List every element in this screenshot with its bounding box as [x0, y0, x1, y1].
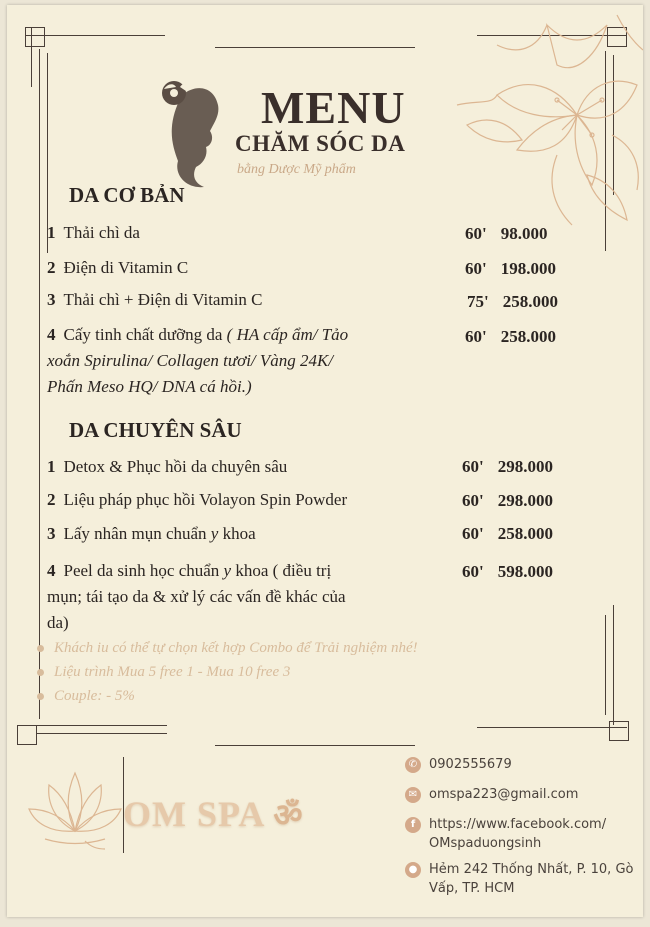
frame-line-bottom-left [17, 725, 167, 726]
lotus-icon [25, 761, 125, 851]
item-number: 2 [47, 258, 56, 277]
item-number: 1 [47, 457, 56, 476]
frame-line-top-center [215, 47, 415, 48]
item-name: Điện di Vitamin C [63, 258, 189, 277]
list-item [47, 255, 188, 281]
phone-icon: ✆ [405, 757, 421, 773]
frame-line-bottom-center [215, 745, 415, 746]
item-detail-line3: Phấn Meso HQ/ DNA cá hồi.) [47, 377, 252, 396]
item-line2: mụn; tái tạo da & xử lý các vấn đề khác của [47, 587, 346, 606]
menu-tagline: bằng Dược Mỹ phẩm [237, 162, 356, 177]
menu-subtitle: CHĂM SÓC DA [235, 131, 406, 156]
item-name-end: khoa [222, 524, 256, 543]
lily-flower-decoration [437, 5, 643, 255]
item-number: 2 [47, 490, 56, 509]
frame-line-left [39, 49, 40, 719]
section-title-basic: DA CƠ BẢN [69, 183, 185, 207]
item-name: Detox & Phục hồi da chuyên sâu [63, 457, 288, 476]
item-price: 60' 98.000 [465, 224, 548, 243]
frame-line-top-left [25, 35, 165, 36]
frame-line-right-bottom [613, 605, 614, 725]
frame-corner-top-left [25, 27, 45, 47]
item-name-italic: y [210, 524, 219, 543]
item-name: Liệu pháp phục hồi Volayon Spin Powder [63, 490, 348, 509]
note-couple: Couple: - 5% [37, 688, 135, 705]
item-number: 1 [47, 223, 56, 242]
item-price: 60' 598.000 [462, 562, 553, 581]
facebook-icon: f [405, 817, 421, 833]
woman-profile-logo-icon [152, 75, 232, 190]
list-item [47, 454, 287, 480]
list-item [47, 322, 447, 400]
item-name-italic: y [223, 561, 232, 580]
list-item [47, 558, 427, 636]
note-combo: Khách iu có thể tự chọn kết hợp Combo để Trải nghiệm nhé! [37, 640, 418, 657]
item-price: 60' 298.000 [462, 457, 553, 476]
bullet-dot-icon [37, 693, 44, 700]
section-title-advanced: DA CHUYÊN SÂU [69, 418, 242, 442]
bullet-dot-icon [37, 669, 44, 676]
brand-name: OM SPA ॐ [123, 794, 304, 834]
item-price: 75' 258.000 [467, 292, 558, 311]
list-item [47, 287, 263, 313]
item-price: 60' 258.000 [462, 524, 553, 543]
frame-corner-bottom-right [609, 721, 629, 741]
frame-corner-bottom-left [17, 725, 37, 745]
item-number: 3 [47, 524, 56, 543]
frame-line-bottom-left-inner [37, 733, 167, 734]
item-price: 60' 198.000 [465, 259, 556, 278]
item-line3: da) [47, 613, 69, 632]
item-name: Thải chì da [63, 223, 140, 242]
bullet-dot-icon [37, 645, 44, 652]
list-item [47, 521, 256, 547]
list-item [47, 220, 140, 246]
mail-icon: ✉ [405, 787, 421, 803]
item-number: 4 [47, 325, 56, 344]
location-pin-icon: ● [405, 862, 421, 878]
list-item [47, 487, 347, 513]
item-detail-line2: xoắn Spirulina/ Collagen tươi/ Vàng 24K/ [47, 351, 334, 370]
item-detail-line1: ( HA cấp ẩm/ Tảo [226, 325, 349, 344]
om-symbol-icon: ॐ [273, 796, 304, 834]
item-name: Cấy tinh chất dưỡng da [63, 325, 223, 344]
item-price: 60' 298.000 [462, 491, 553, 510]
item-name: Peel da sinh học chuẩn [63, 561, 220, 580]
menu-page: MENU CHĂM SÓC DA bằng Dược Mỹ phẩm DA CƠ BẢN 1 Thải chì da 60' 98.000 2 Điện di Vitamin C 60' 198.000 3 Thải chì + Điện di Vitamin C 75' 258.000 4 Cấy tinh chất dưỡng da ( HA cấp ẩm/ Tảo xoắn Spirulina/ Collagen tươi/ Vàng 24K/ Phấn Meso HQ/ DNA cá hồi.) 60' 258.000 DA CHUYÊN SÂU 1 Detox & Phục hồi da chuyên sâu 60' 298.000 2 Liệu pháp phục hồi Volayon Spin Powder 60' 298.000 3 Lấy nhân mụn chuẩn y khoa 60' 258.000 4 Peel da sinh học chuẩn y khoa ( điều trị mụn; tái tạo da & xử lý các vấn đề khác của da) 60' 598.000 Khách iu có thể tự chọn kết hợp Combo để Trải nghiệm nhé! Liệu trình Mua 5 free 1 - Mua 10 free 3 Couple: - 5% OM SPA ॐ ✆ 0902555679 ✉ omspa223@gmail.com f https://www.facebook.com/ OMspaduongsinh ● Hẻm 242 Thống Nhất, P. 10, Gò Vấp, TP. HCM [7, 5, 643, 917]
item-name: Thải chì + Điện di Vitamin C [63, 290, 263, 309]
item-price: 60' 258.000 [465, 327, 556, 346]
item-name-end: khoa ( điều trị [235, 561, 332, 580]
item-name: Lấy nhân mụn chuẩn [63, 524, 207, 543]
menu-title: MENU [261, 82, 406, 133]
frame-line-bottom-right [477, 727, 627, 728]
item-number: 4 [47, 561, 56, 580]
note-package: Liệu trình Mua 5 free 1 - Mua 10 free 3 [37, 664, 290, 681]
item-number: 3 [47, 290, 56, 309]
frame-line-right-bottom-inner [605, 615, 606, 715]
